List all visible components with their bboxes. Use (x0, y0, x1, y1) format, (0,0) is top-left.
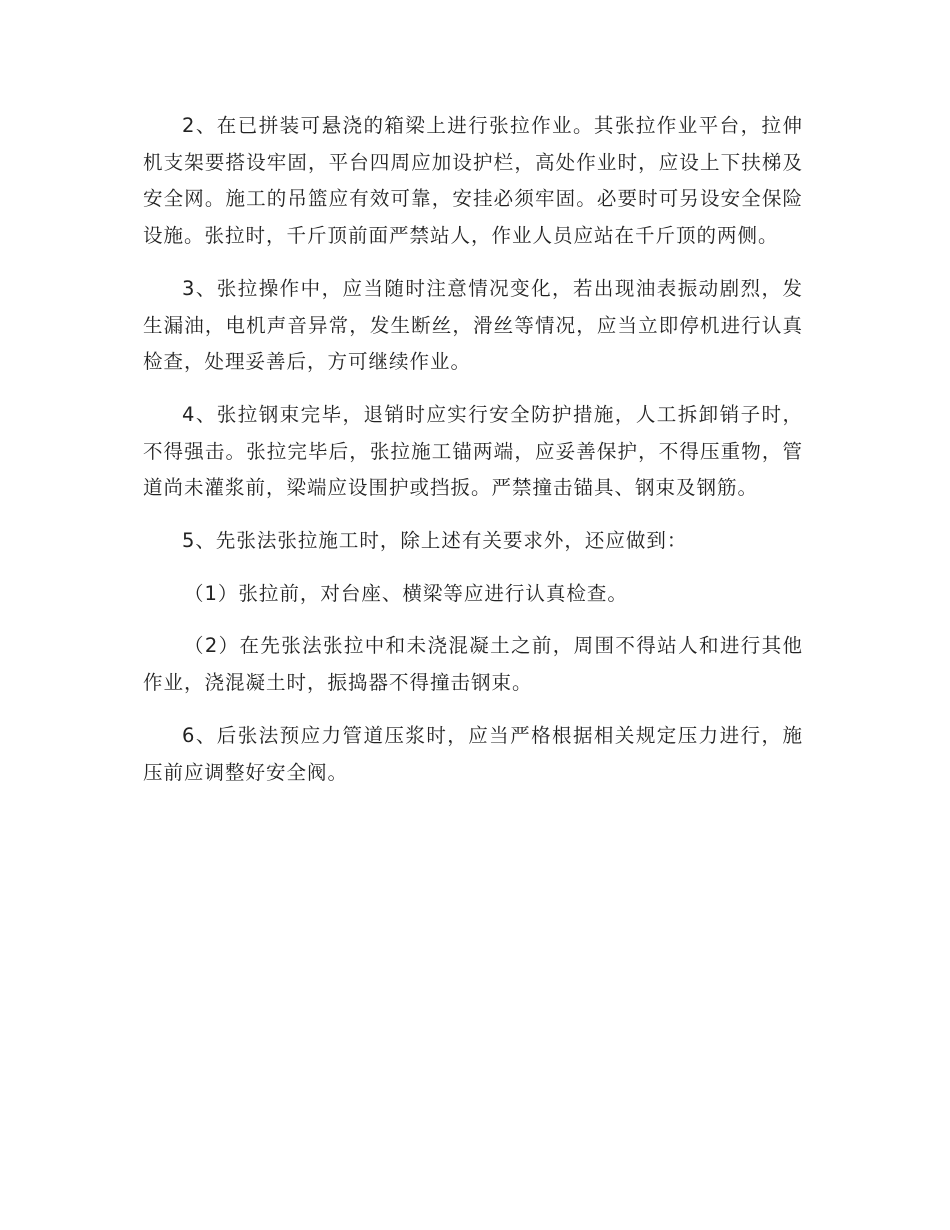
paragraph-item-2: 2、在已拼装可悬浇的箱梁上进行张拉作业。其张拉作业平台，拉伸机支架要搭设牢固，平台四周应加设护栏，高处作业时，应设上下扶梯及安全网。施工的吊篮应有效可靠，安挂必须牢固。必要时可另设安全保险设施。张拉时，千斤顶前面严禁站人，作业人员应站在千斤顶的两侧。 (143, 114, 803, 248)
paragraph-item-6: 6、后张法预应力管道压浆时，应当严格根据相关规定压力进行，施压前应调整好安全阀。 (143, 723, 803, 784)
paragraph-item-5: 5、先张法张拉施工时，除上述有关要求外，还应做到： (182, 529, 688, 553)
document-page (143, 108, 803, 807)
paragraph-item-3: 3、张拉操作中，应当随时注意情况变化，若出现油表振动剧烈，发生漏油，电机声音异常，发生断丝，滑丝等情况，应当立即停机进行认真检查，处理妥善后，方可继续作业。 (143, 276, 803, 374)
paragraph-item-4: 4、张拉钢束完毕，退销时应实行安全防护措施，人工拆卸销子时，不得强击。张拉完毕后，张拉施工锚两端，应妥善保护，不得压重物，管道尚未灌浆前，梁端应设围护或挡扳。严禁撞击锚具、钢束及钢筋。 (143, 402, 803, 500)
paragraph-subitem-2: （2）在先张法张拉中和未浇混凝土之前，周围不得站人和进行其他作业，浇混凝土时，振捣器不得撞击钢束。 (143, 634, 803, 695)
paragraph-subitem-1: （1）张拉前，对台座、横梁等应进行认真检查。 (183, 581, 628, 605)
